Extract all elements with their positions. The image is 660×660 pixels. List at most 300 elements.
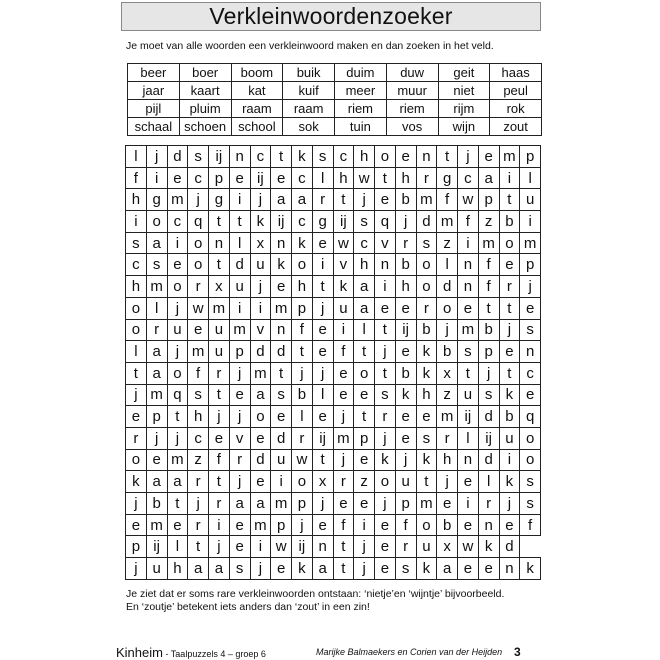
grid-cell: j: [354, 189, 375, 211]
grid-cell: s: [354, 211, 375, 233]
grid-row: [126, 167, 541, 189]
grid-cell: f: [458, 211, 479, 233]
grid-cell: r: [416, 167, 437, 189]
grid-cell: m: [416, 189, 437, 211]
grid-cell: e: [250, 471, 271, 493]
page-number: 3: [514, 645, 521, 659]
grid-cell: j: [437, 319, 458, 341]
grid-cell: e: [478, 146, 499, 168]
grid-cell: s: [520, 471, 541, 493]
grid-cell: x: [312, 471, 333, 493]
grid-cell: e: [229, 167, 250, 189]
grid-cell: e: [478, 558, 499, 580]
grid-cell: s: [312, 146, 333, 168]
grid-cell: m: [271, 493, 292, 515]
grid-cell: r: [395, 536, 416, 558]
grid-cell: r: [333, 471, 354, 493]
grid-cell: e: [375, 514, 396, 536]
grid-cell: a: [271, 189, 292, 211]
grid-cell: i: [354, 514, 375, 536]
grid-cell: k: [250, 211, 271, 233]
grid-cell: o: [126, 449, 147, 471]
grid-cell: n: [229, 146, 250, 168]
grid-cell: a: [250, 384, 271, 406]
grid-row: [126, 341, 541, 363]
grid-cell: k: [416, 341, 437, 363]
grid-cell: u: [167, 319, 188, 341]
grid-cell: e: [188, 319, 209, 341]
grid-cell: k: [126, 471, 147, 493]
word-cell: muur: [386, 82, 438, 100]
grid-cell: t: [167, 493, 188, 515]
grid-cell: e: [395, 427, 416, 449]
grid-cell: s: [188, 146, 209, 168]
grid-cell: a: [292, 189, 313, 211]
word-row: [128, 64, 542, 82]
grid-cell: e: [312, 406, 333, 428]
grid-cell: e: [458, 471, 479, 493]
grid-cell: h: [354, 254, 375, 276]
grid-cell: d: [478, 406, 499, 428]
grid-cell: x: [250, 232, 271, 254]
grid-cell: p: [229, 341, 250, 363]
grid-cell: j: [250, 189, 271, 211]
grid-cell: f: [333, 341, 354, 363]
word-cell: kaart: [179, 82, 231, 100]
grid-cell: e: [395, 297, 416, 319]
word-cell: duw: [386, 64, 438, 82]
grid-cell: d: [416, 211, 437, 233]
grid-cell: t: [375, 167, 396, 189]
grid-cell: a: [354, 276, 375, 298]
grid-cell: u: [209, 319, 230, 341]
grid-cell: j: [375, 493, 396, 515]
grid-cell: e: [271, 558, 292, 580]
grid-cell: j: [437, 471, 458, 493]
grid-cell: a: [250, 493, 271, 515]
grid-cell: j: [126, 558, 147, 580]
grid-cell: l: [229, 232, 250, 254]
grid-cell: g: [146, 189, 167, 211]
grid-cell: t: [271, 146, 292, 168]
grid-cell: w: [333, 232, 354, 254]
grid-cell: m: [229, 319, 250, 341]
word-cell: buik: [283, 64, 335, 82]
word-cell: vos: [386, 118, 438, 136]
grid-cell: c: [250, 146, 271, 168]
grid-cell: r: [188, 471, 209, 493]
grid-cell: j: [458, 146, 479, 168]
word-cell: schaal: [128, 118, 180, 136]
grid-cell: e: [375, 189, 396, 211]
grid-cell: e: [271, 167, 292, 189]
grid-cell: j: [354, 558, 375, 580]
grid-cell: u: [250, 254, 271, 276]
grid-cell: o: [375, 471, 396, 493]
grid-cell: e: [395, 146, 416, 168]
grid-cell: i: [126, 211, 147, 233]
grid-cell: c: [458, 167, 479, 189]
grid-cell: t: [209, 471, 230, 493]
grid-cell: z: [354, 471, 375, 493]
grid-cell: o: [146, 211, 167, 233]
grid-cell: j: [520, 276, 541, 298]
grid-cell: p: [395, 493, 416, 515]
grid-cell: e: [167, 167, 188, 189]
grid-cell: u: [333, 297, 354, 319]
grid-cell: a: [312, 558, 333, 580]
grid-cell: q: [520, 406, 541, 428]
grid-cell: f: [188, 362, 209, 384]
grid-cell: s: [416, 232, 437, 254]
grid-cell: c: [188, 167, 209, 189]
grid-cell: f: [437, 189, 458, 211]
grid-cell: g: [312, 211, 333, 233]
grid-cell: p: [126, 536, 147, 558]
grid-cell: j: [312, 493, 333, 515]
grid-cell: i: [229, 297, 250, 319]
word-cell: peul: [490, 82, 542, 100]
grid-cell: f: [333, 514, 354, 536]
grid-cell: h: [126, 189, 147, 211]
grid-cell: j: [395, 211, 416, 233]
grid-cell: h: [167, 558, 188, 580]
grid-cell: n: [478, 514, 499, 536]
grid-cell: r: [292, 427, 313, 449]
grid-row: [126, 189, 541, 211]
word-cell: jaar: [128, 82, 180, 100]
grid-cell: f: [395, 514, 416, 536]
word-row: [128, 100, 542, 118]
grid-cell: n: [458, 449, 479, 471]
grid-cell: m: [437, 211, 458, 233]
grid-cell: e: [395, 406, 416, 428]
word-cell: boom: [231, 64, 283, 82]
grid-cell: i: [499, 167, 520, 189]
grid-cell: g: [437, 167, 458, 189]
word-cell: kuif: [283, 82, 335, 100]
grid-cell: k: [292, 558, 313, 580]
grid-cell: j: [209, 406, 230, 428]
grid-cell: e: [167, 254, 188, 276]
grid-cell: t: [167, 406, 188, 428]
grid-row: [126, 449, 541, 471]
grid-cell: e: [146, 449, 167, 471]
word-row: [128, 118, 542, 136]
grid-cell: j: [229, 406, 250, 428]
grid-cell: f: [478, 254, 499, 276]
grid-cell: m: [416, 493, 437, 515]
grid-cell: q: [375, 211, 396, 233]
grid-cell: s: [146, 254, 167, 276]
grid-cell: e: [499, 514, 520, 536]
grid-cell: a: [229, 493, 250, 515]
grid-cell: r: [126, 427, 147, 449]
grid-cell: p: [209, 167, 230, 189]
grid-cell: o: [250, 406, 271, 428]
grid-cell: k: [478, 536, 499, 558]
grid-cell: d: [229, 254, 250, 276]
grid-cell: q: [188, 211, 209, 233]
grid-cell: q: [167, 384, 188, 406]
grid-cell: i: [146, 167, 167, 189]
grid-cell: j: [375, 341, 396, 363]
grid-cell: j: [188, 493, 209, 515]
grid-cell: e: [271, 406, 292, 428]
grid-cell: e: [354, 449, 375, 471]
grid-cell: e: [375, 558, 396, 580]
grid-cell: t: [126, 362, 147, 384]
grid-cell: k: [416, 449, 437, 471]
grid-cell: r: [437, 427, 458, 449]
word-cell: school: [231, 118, 283, 136]
grid-cell: w: [271, 536, 292, 558]
grid-cell: i: [458, 493, 479, 515]
grid-cell: p: [292, 493, 313, 515]
grid-cell: m: [271, 297, 292, 319]
grid-cell: j: [126, 384, 147, 406]
grid-cell: d: [437, 276, 458, 298]
grid-cell: b: [478, 319, 499, 341]
grid-cell: p: [354, 427, 375, 449]
grid-cell: z: [437, 232, 458, 254]
grid-cell: o: [520, 449, 541, 471]
grid-cell: t: [271, 362, 292, 384]
grid-row: [126, 297, 541, 319]
grid-cell: n: [375, 254, 396, 276]
grid-cell: m: [146, 276, 167, 298]
grid-cell: d: [250, 341, 271, 363]
grid-cell: l: [354, 319, 375, 341]
word-cell: niet: [438, 82, 490, 100]
grid-cell: a: [146, 471, 167, 493]
grid-cell: c: [292, 167, 313, 189]
grid-cell: b: [395, 362, 416, 384]
grid-cell: z: [478, 211, 499, 233]
letter-grid: [125, 145, 541, 580]
grid-cell: ij: [292, 536, 313, 558]
grid-cell: e: [458, 514, 479, 536]
grid-cell: t: [292, 341, 313, 363]
grid-cell: i: [458, 232, 479, 254]
grid-cell: t: [478, 297, 499, 319]
grid-cell: k: [292, 146, 313, 168]
grid-cell: a: [188, 558, 209, 580]
grid-cell: k: [499, 384, 520, 406]
grid-cell: e: [229, 514, 250, 536]
grid-cell: j: [209, 536, 230, 558]
grid-cell: k: [271, 254, 292, 276]
grid-cell: j: [188, 189, 209, 211]
grid-cell: o: [416, 514, 437, 536]
grid-cell: l: [167, 536, 188, 558]
grid-cell: f: [126, 167, 147, 189]
title-box: [121, 2, 541, 31]
grid-cell: x: [209, 276, 230, 298]
grid-cell: t: [375, 319, 396, 341]
grid-cell: a: [354, 297, 375, 319]
grid-cell: k: [520, 558, 541, 580]
page-title: Verkleinwoordenzoeker: [209, 3, 453, 29]
grid-cell: b: [146, 493, 167, 515]
grid-cell: e: [209, 427, 230, 449]
grid-cell: m: [437, 406, 458, 428]
grid-cell: d: [499, 536, 520, 558]
grid-cell: i: [271, 471, 292, 493]
grid-cell: s: [458, 341, 479, 363]
grid-cell: b: [395, 254, 416, 276]
grid-cell: e: [312, 319, 333, 341]
grid-cell: l: [437, 254, 458, 276]
grid-cell: l: [312, 167, 333, 189]
grid-cell: v: [375, 232, 396, 254]
grid-cell: l: [126, 146, 147, 168]
grid-cell: o: [416, 254, 437, 276]
footer: [116, 645, 526, 660]
grid-cell: e: [312, 341, 333, 363]
grid-cell: b: [499, 211, 520, 233]
grid-cell: e: [312, 232, 333, 254]
grid-cell: u: [209, 341, 230, 363]
grid-cell: h: [126, 276, 147, 298]
grid-cell: e: [333, 362, 354, 384]
grid-row: [126, 406, 541, 428]
grid-cell: t: [458, 362, 479, 384]
grid-cell: o: [167, 362, 188, 384]
grid-cell: u: [458, 384, 479, 406]
grid-cell: m: [458, 319, 479, 341]
grid-cell: c: [188, 427, 209, 449]
grid-cell: i: [229, 189, 250, 211]
grid-cell: e: [520, 297, 541, 319]
footer-subtitle: - Taalpuzzels 4 – groep 6: [162, 649, 266, 659]
grid-row: [126, 514, 541, 536]
grid-cell: t: [375, 362, 396, 384]
grid-cell: z: [188, 449, 209, 471]
grid-cell: j: [146, 427, 167, 449]
grid-cell: m: [146, 384, 167, 406]
grid-cell: l: [146, 297, 167, 319]
word-cell: kat: [231, 82, 283, 100]
grid-row: [126, 319, 541, 341]
grid-cell: p: [478, 189, 499, 211]
grid-cell: k: [416, 362, 437, 384]
grid-cell: m: [167, 189, 188, 211]
grid-cell: c: [167, 211, 188, 233]
grid-cell: a: [478, 167, 499, 189]
grid-cell: s: [271, 384, 292, 406]
grid-cell: r: [375, 406, 396, 428]
grid-cell: h: [188, 406, 209, 428]
grid-cell: i: [209, 514, 230, 536]
grid-cell: o: [126, 297, 147, 319]
grid-cell: ij: [458, 406, 479, 428]
grid-cell: t: [499, 297, 520, 319]
grid-cell: b: [292, 384, 313, 406]
word-cell: zout: [490, 118, 542, 136]
grid-cell: s: [126, 232, 147, 254]
grid-cell: j: [229, 471, 250, 493]
grid-cell: h: [437, 449, 458, 471]
grid-cell: n: [458, 276, 479, 298]
grid-cell: w: [188, 297, 209, 319]
grid-cell: k: [416, 558, 437, 580]
grid-cell: d: [250, 449, 271, 471]
grid-cell: m: [146, 514, 167, 536]
grid-cell: m: [478, 232, 499, 254]
grid-cell: j: [333, 449, 354, 471]
grid-cell: w: [292, 449, 313, 471]
brand-name: Kinheim: [116, 645, 163, 660]
word-cell: pluim: [179, 100, 231, 118]
grid-cell: d: [271, 427, 292, 449]
grid-cell: p: [146, 406, 167, 428]
grid-cell: f: [209, 449, 230, 471]
grid-cell: b: [416, 319, 437, 341]
word-cell: pijl: [128, 100, 180, 118]
grid-cell: p: [520, 146, 541, 168]
grid-cell: e: [458, 297, 479, 319]
grid-row: [126, 211, 541, 233]
grid-cell: u: [520, 189, 541, 211]
grid-cell: t: [499, 189, 520, 211]
grid-cell: t: [416, 471, 437, 493]
footer-authors: Marijke Balmaekers en Corien van der Heijden: [316, 647, 503, 657]
grid-cell: o: [292, 471, 313, 493]
grid-cell: ij: [312, 427, 333, 449]
grid-cell: j: [499, 319, 520, 341]
grid-cell: t: [209, 211, 230, 233]
grid-cell: e: [271, 276, 292, 298]
grid-cell: f: [478, 276, 499, 298]
grid-cell: e: [126, 406, 147, 428]
grid-cell: h: [395, 276, 416, 298]
grid-cell: m: [520, 232, 541, 254]
grid-cell: t: [437, 146, 458, 168]
grid-cell: o: [375, 146, 396, 168]
grid-cell: j: [375, 427, 396, 449]
grid-cell: b: [437, 514, 458, 536]
grid-cell: m: [333, 427, 354, 449]
word-cell: wijn: [438, 118, 490, 136]
grid-cell: j: [395, 449, 416, 471]
grid-cell: a: [167, 471, 188, 493]
grid-cell: r: [478, 493, 499, 515]
grid-cell: l: [126, 341, 147, 363]
grid-cell: e: [458, 558, 479, 580]
grid-cell: b: [499, 406, 520, 428]
grid-cell: m: [499, 146, 520, 168]
grid-cell: o: [188, 254, 209, 276]
grid-cell: w: [354, 167, 375, 189]
grid-cell: e: [437, 493, 458, 515]
grid-cell: e: [520, 384, 541, 406]
grid-cell: t: [333, 536, 354, 558]
grid-cell: z: [437, 384, 458, 406]
grid-cell: t: [209, 254, 230, 276]
grid-cell: t: [312, 449, 333, 471]
grid-cell: r: [188, 276, 209, 298]
grid-cell: u: [395, 471, 416, 493]
grid-cell: h: [395, 167, 416, 189]
grid-cell: t: [354, 341, 375, 363]
grid-cell: e: [126, 514, 147, 536]
grid-cell: ij: [146, 536, 167, 558]
grid-cell: t: [229, 211, 250, 233]
grid-row: [126, 427, 541, 449]
grid-row: [126, 558, 541, 580]
grid-cell: e: [229, 536, 250, 558]
